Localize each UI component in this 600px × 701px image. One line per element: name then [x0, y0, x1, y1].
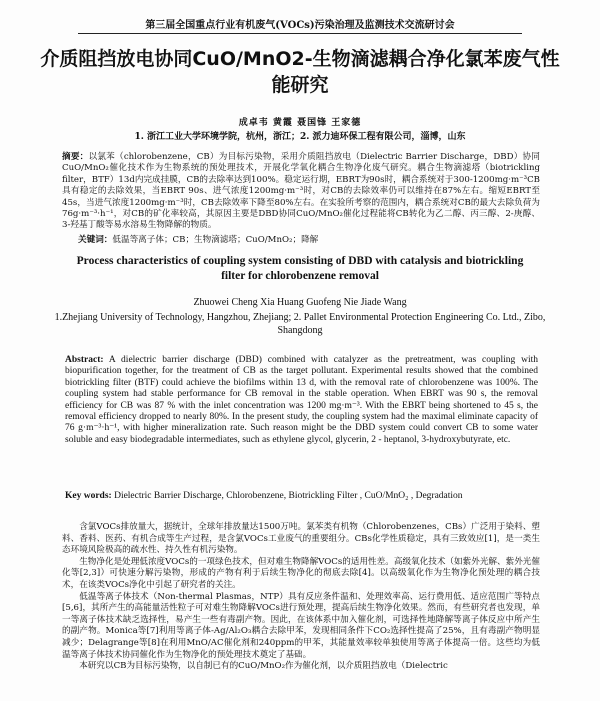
- abstract-cn: [62, 152, 540, 232]
- title-en: Process characteristics of coupling system consisting of DBD with catalysis and biotrickling filter for chlorobenzene removal: [76, 255, 524, 282]
- abstract-cn-text: 以氯苯（chlorobenzene，CB）为目标污染物，采用介质阻挡放电（Dielectric Barrier Discharge，DBD）协同CuO/MnO₂催化技术作为生物系统的预处理技术，开展化学氧化耦合生物净化废气研究。耦合生物滴滤塔（biotrickling filter，BTF）13d内完成挂膜，CB的去除率达到100%。稳定运行期，EBRT为90s时，耦合系统对于300-1200mg·m⁻³CB具有稳定的去除效果，当EBRT 90s、进气浓度1200mg·m⁻³时，对CB的去除效率仍可以维持在87%左右。缩短EBRT至45s，当进气浓度1200mg·m⁻³时，CB去除效率下降至80%左右。在实验所考察的范围内，耦合系统对CB的最大去除负荷为76g·m⁻³·h⁻¹，对CB的矿化率较高，其原因主要是DBD协同CuO/MnO₂催化过程能将CB转化为乙二醇、丙三醇、2-庚醇、3-羟基丁酸等易水溶易生物降解的物质。: [62, 152, 540, 231]
- keywords-en-text: Dielectric Barrier Discharge, Chlorobenzene, Biotrickling Filter , CuO/MnO₂ , Degradation: [114, 491, 463, 501]
- keywords-cn-label: 关键词：: [78, 235, 113, 245]
- keywords-cn: [78, 233, 540, 245]
- header-rule: [78, 33, 522, 34]
- keywords-cn-text: 低温等离子体；CB；生物滴滤塔；CuO/MnO₂；降解: [112, 235, 319, 245]
- abstract-en-label: Abstract:: [65, 355, 104, 365]
- title-cn: 介质阻挡放电协同CuO/MnO2-生物滴滤耦合净化氯苯废气性能研究: [40, 48, 560, 96]
- abstract-en-text: A dielectric barrier discharge (DBD) combined with catalyzer as the pretreatment, was coupling with biopurification together, for the treatment of CB as the target pollutant. Experimental results showed that the combined biotrickling filter (BTF) could achieve the biofilms within 13 d, with the removal rate of chlorobenzene was 100%. The coupling system had stable performance for CB removal in the stable operation. When EBRT was 90 s, the removal efficiency for CB was 87 % with the inlet concentration was 1200 mg·m⁻³. With the EBRT being shortened to 45 s, the removal efficiency dropped to nearly 80%. In the present study, the coupling system had the maximal eliminate capacity of 76 g·m⁻³·h⁻¹, with higher mineralization rate. Such reason might be the DBD system could convert CB to some water soluble and easy biodegradable intermediates, such as ethylene glycol, glycerin, 2 - heptanol, 3-hydroxybutyrate, etc.: [65, 355, 539, 445]
- body-paragraph: 生物净化是处理低浓度VOCs的一项绿色技术，但对难生物降解VOCs的适用性差。高级氧化技术（如紫外光解、紫外光催化等[2,3]）可快速分解污染物，形成的产物有利于后续生物净化的彻底去除[4]。以高级氧化作为生物净化预处理的耦合技术，在该类VOCs净化中引起了研究者的关注。: [62, 556, 540, 590]
- affiliation-cn: 1. 浙江工业大学环境学院，杭州，浙江；2. 派力迪环保工程有限公司，淄博，山东: [134, 132, 466, 142]
- abstract-en: [65, 355, 538, 446]
- keywords-en-label: Key words:: [65, 491, 112, 501]
- body-paragraph: 本研究以CB为目标污染物，以自制已有的CuO/MnO₂作为催化剂，以介质阻挡放电（Dielectric: [79, 661, 448, 672]
- keywords-en: [65, 490, 538, 502]
- body-paragraph: 含氯VOCs排放量大，据统计，全球年排放量达1500万吨。氯苯类有机物（Chlorobenzenes，CBs）广泛用于染料、塑料、香料、医药、有机合成等生产过程，是含氯VOCs工业废气的重要组分。CBs化学性质稳定，具有三致效应[1]，是一类生态环境风险极高的疏水性、持久性有机污染物。: [62, 522, 540, 556]
- abstract-cn-label: 摘要：: [62, 152, 89, 162]
- body-text: [62, 522, 540, 673]
- authors-cn: 成卓韦 黄霞 聂国锋 王家德: [238, 118, 362, 128]
- running-head: 第三届全国重点行业有机废气(VOCs)污染治理及监测技术交流研讨会: [145, 20, 455, 31]
- authors-en: Zhuowei Cheng Xia Huang Guofeng Nie Jiade Wang: [193, 297, 407, 308]
- affiliation-en: 1.Zhejiang University of Technology, Hangzhou, Zhejiang; 2. Pallet Environmental Protection Engineering Co. Ltd., Zibo, Shangdong: [54, 312, 546, 336]
- body-paragraph: 低温等离子体技术（Non-thermal Plasmas，NTP）具有反应条件温和、处理效率高、运行费用低、适应范围广等特点[5,6]，其所产生的高能量活性粒子可对难生物降解VOCs进行预处理，提高后续生物净化效果。然而，有些研究者也发现，单一等离子体技术缺乏选择性，易产生一些有毒副产物。因此，在该体系中加入催化剂，可选择性地降解等离子体反应中所产生的副产物。Monica等[7]利用等离子体-Ag/Al₂O₃耦合去除甲苯，发现相同条件下CO₂选择性提高了25%，且有毒副产物明显减少；Delagrange等[8]在利用MnO/AC催化剂和240ppm的甲苯，其能量效率较单独使用等离子体提高一倍。这些均为低温等离子体技术协同催化作为生物净化的预处理技术奠定了基础。: [62, 591, 540, 660]
